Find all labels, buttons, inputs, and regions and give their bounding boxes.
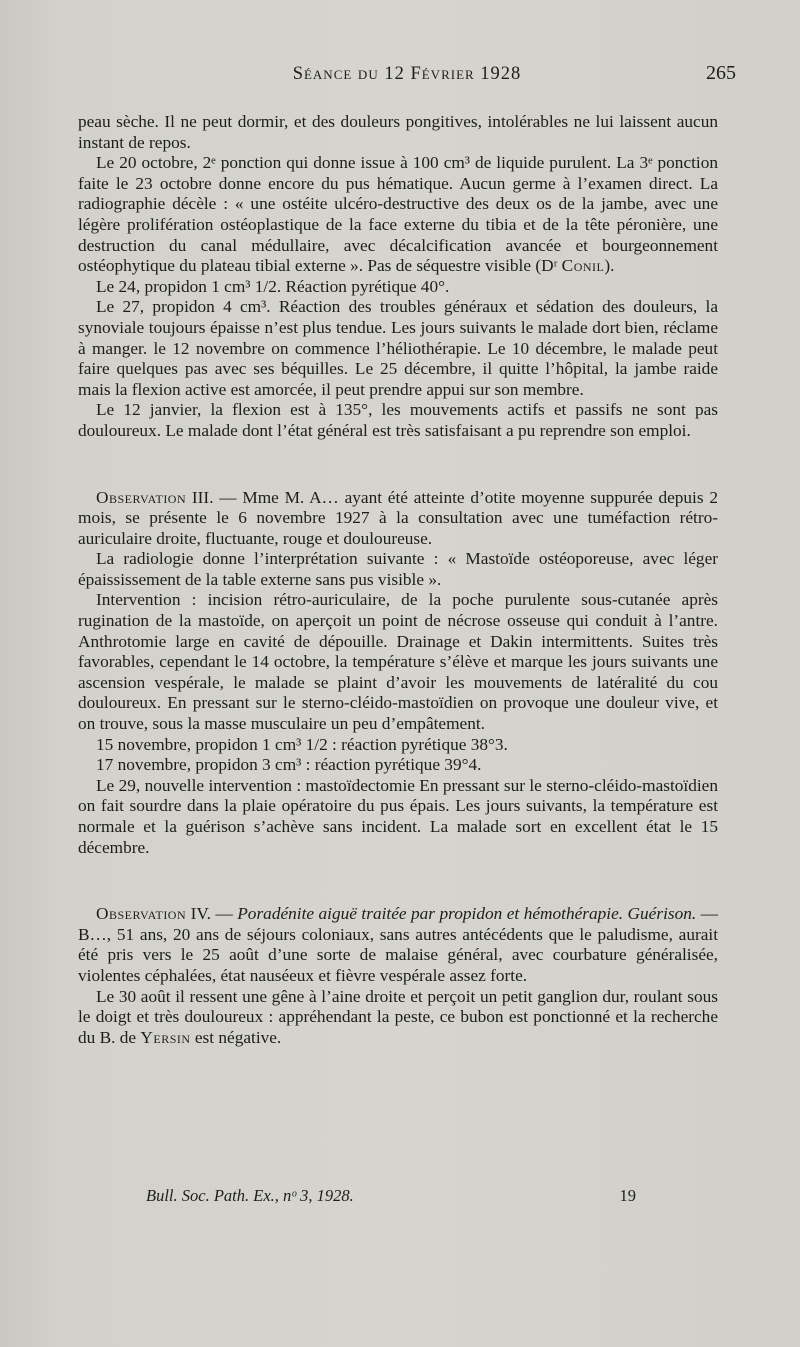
paragraph-text: Le 12 janvier, la flexion est à 135°, les mouvements actifs et passifs ne sont pas douloureux. Le malade dont l’état général est très satisfaisant a pu reprendre son emploi. xyxy=(78,400,718,440)
paragraph-text: Le 20 octobre, 2ᵉ ponction qui donne issue à 100 cm³ de liquide purulent. La 3ᵉ ponction faite le 23 octobre donne encore du pus hématique. Aucun germe à l’examen direct. La radiographie décèle : « une ostéite ulcéro-destructive des deux os de la jambe, avec une légère prolifération ostéoplastique de la face externe du tibia et de la tête péronière, une destruction du canal médullaire, avec décalcification avancée et bourgeonnement ostéophytique du plateau tibial externe ». Pas de séquestre visible (Dʳ xyxy=(78,153,718,276)
paragraph-text: 15 novembre, propidon 1 cm³ 1/2 : réaction pyrétique 38°3. xyxy=(96,734,508,754)
journal-reference: Bull. Soc. Path. Ex., nᵒ 3, 1928. xyxy=(146,1186,354,1205)
page-footer xyxy=(78,1186,718,1208)
paragraph-text: est négative. xyxy=(190,1027,282,1047)
page-header xyxy=(78,62,736,92)
paragraph xyxy=(78,297,718,400)
paragraph-text: III. — Mme M. A… ayant été atteinte d’otite moyenne suppurée depuis 2 mois, se présente le 6 novembre 1927 à la consultation avec une tuméfaction rétro-auriculaire droite, fluctuante, rouge et douloureuse. xyxy=(78,487,718,548)
body-text xyxy=(78,112,718,1048)
small-caps-text: Observation xyxy=(96,487,187,507)
paragraph-text: 17 novembre, propidon 3 cm³ : réaction pyrétique 39°4. xyxy=(96,755,482,775)
signature-mark: 19 xyxy=(619,1186,636,1205)
paragraph-text: Le 29, nouvelle intervention : mastoïdectomie En pressant sur le sterno-cléido-mastoïdien on fait sourdre dans la plaie opératoire du pus épais. Les jours suivants, la température est normale et la guérison s’achève sans incident. La malade sort en excellent état le 15 décembre. xyxy=(78,775,718,857)
paragraph xyxy=(78,277,718,298)
paragraph xyxy=(78,590,718,734)
section-gap xyxy=(78,858,718,904)
paragraph-text: Le 24, propidon 1 cm³ 1/2. Réaction pyrétique 40°. xyxy=(96,276,450,296)
paragraph xyxy=(78,776,718,858)
paragraph-text: Intervention : incision rétro-auriculaire, de la poche purulente sous-cutanée après rugination de la mastoïde, on aperçoit un point de nécrose osseuse qui conduit à l’antre. Anthrotomie large en cavité de dépouille. Drainage et Dakin intermittents. Suites très favorables, cependant le 14 octobre, la température s’élève et marque les jours suivants une ascension vespérale, le malade se plaint d’avoir les mouvements de latéralité du cou douloureux. En pressant sur le sterno-cléido-mastoïdien on provoque une douleur vive, et on trouve, sous la masse musculaire un peu d’empâtement. xyxy=(78,590,718,734)
paragraph xyxy=(78,112,718,153)
paragraph xyxy=(78,488,718,550)
section-gap xyxy=(78,442,718,488)
paragraph xyxy=(78,987,718,1049)
paragraph xyxy=(78,400,718,441)
paragraph xyxy=(78,735,718,756)
paragraph xyxy=(78,755,718,776)
paragraph-text: IV. — xyxy=(186,904,238,924)
small-caps-text: Conil xyxy=(561,256,605,276)
paragraph-text: — B…, 51 ans, 20 ans de séjours coloniaux, sans autres antécédents que le paludisme, aurait été pris vers le 25 août d’une sorte de malaise général, avec courbature généralisée, violentes céphalées, état nauséeux et fièvre vespérale assez forte. xyxy=(78,904,718,985)
paragraph xyxy=(78,153,718,277)
paragraph-text: Le 30 août il ressent une gêne à l’aine droite et perçoit un petit ganglion dur, roulant sous le doigt et très douloureux : appréhendant la peste, ce bubon est ponctionné et la recherche du B. de xyxy=(78,986,718,1047)
small-caps-text: Yersin xyxy=(140,1027,191,1047)
paragraph-text: ). xyxy=(604,256,615,276)
paragraph xyxy=(78,904,718,986)
italic-title-text: Poradénite aiguë traitée par propidon et hémothérapie. Guérison. xyxy=(237,904,697,924)
page-number: 265 xyxy=(706,62,736,84)
paragraph-text: Le 27, propidon 4 cm³. Réaction des troubles généraux et sédation des douleurs, la synoviale toujours épaisse n’est plus tendue. Les jours suivants le malade dort bien, réclame à manger. le 12 novembre on commence l’héliothérapie. Le 10 décembre, le malade peut faire quelques pas avec ses béquilles. Le 25 décembre, il quitte l’hôpital, la jambe raide mais la flexion active est amorcée, il peut prendre appui sur son membre. xyxy=(78,297,718,399)
paragraph-text: peau sèche. Il ne peut dormir, et des douleurs pongitives, intolérables ne lui laissent aucun instant de repos. xyxy=(78,112,718,152)
paragraph xyxy=(78,549,718,590)
paragraph-text: La radiologie donne l’interprétation suivante : « Mastoïde ostéoporeuse, avec léger épaississement de la table externe sans pus visible ». xyxy=(78,549,718,589)
small-caps-text: Observation xyxy=(96,904,187,924)
running-title: Séance du 12 Février 1928 xyxy=(292,64,522,84)
